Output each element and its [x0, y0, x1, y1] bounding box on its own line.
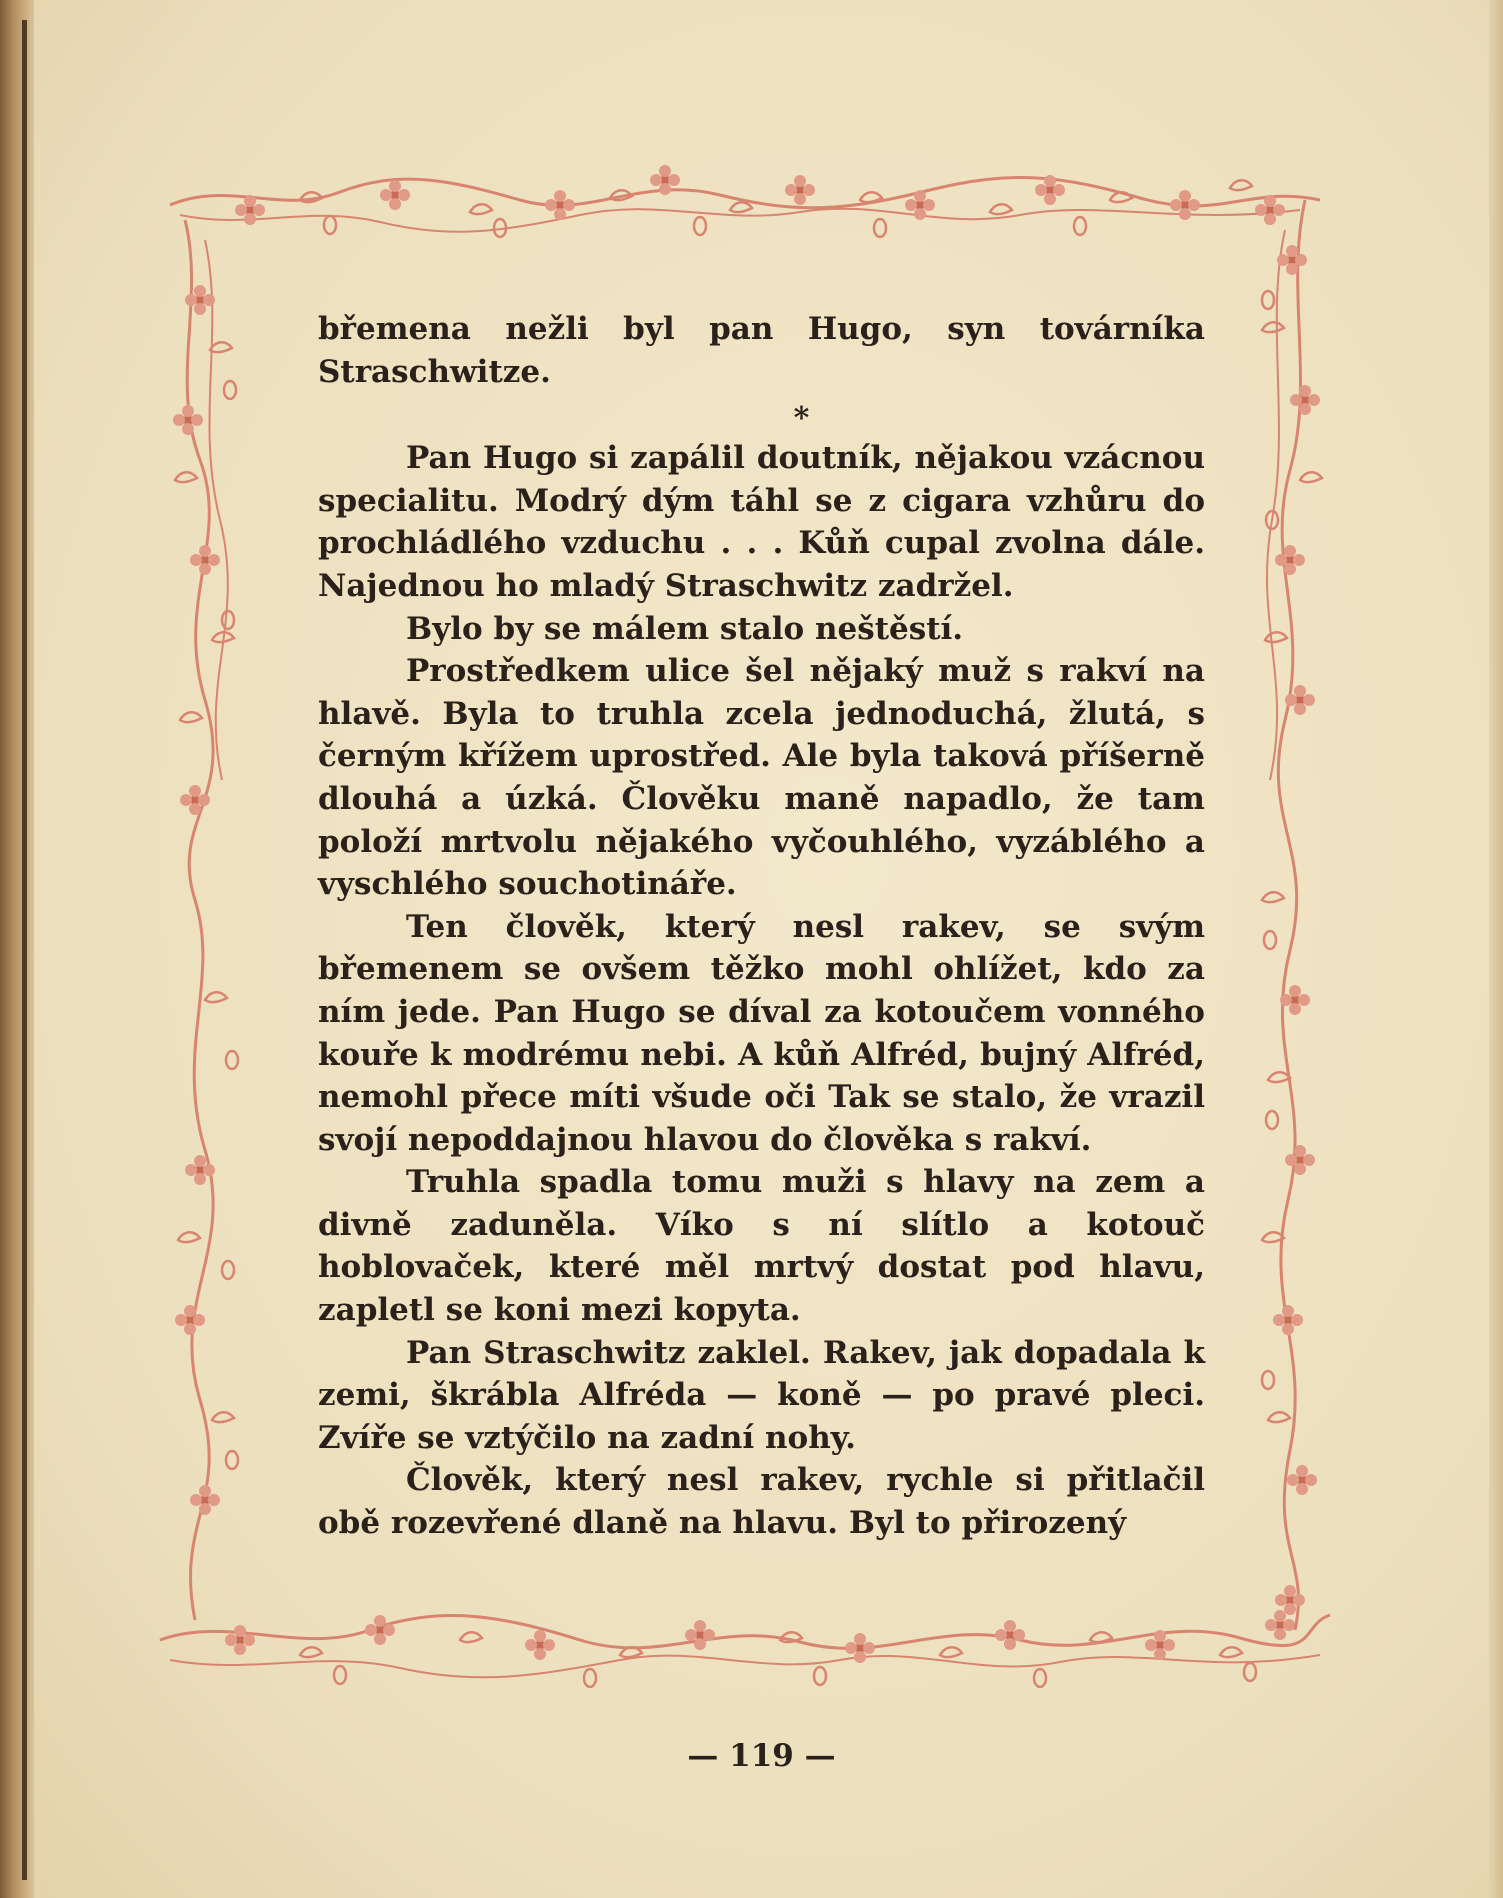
- top-flowers: [235, 165, 1285, 237]
- section-separator: *: [793, 401, 810, 437]
- paragraph: Prostředkem ulice šel nějaký muž s rakví na hlavě. Byla to truhla zcela jednoduchá, žlutá, s černým křížem uprostřed. Ale byla taková příšerně dlouhá a úzká. Člověku maně napadlo, že tam položí mrtvolu nějakého vyčouhlého, vyzáblého a vyschlého souchotináře.: [318, 653, 1205, 903]
- paragraph-continued: břemena nežli byl pan Hugo, syn továrníka Straschwitze.: [318, 311, 1205, 390]
- paragraph: Člověk, který nesl rakev, rychle si přitlačil obě rozevřené dlaně na hlavu. Byl to přirozený: [318, 1462, 1205, 1542]
- page-number: — 119 —: [687, 1738, 836, 1774]
- paragraph: Pan Hugo si zapálil doutník, nějakou vzácnou specialitu. Modrý dým táhl se z cigara vzhůru do prochládlého vzduchu . . . Kůň cupal zvolna dále. Najednou ho mladý Straschwitz zadržel.: [318, 440, 1205, 604]
- body-text: [318, 308, 1205, 1545]
- paragraph: Pan Straschwitz zaklel. Rakev, jak dopadala k zemi, škrábla Alfréda — koně — po pravé pleci. Zvíře se vztýčilo na zadní nohy.: [318, 1334, 1205, 1456]
- paragraph: Truhla spadla tomu muži s hlavy na zem a divně zaduněla. Víko s ní slítlo a kotouč hoblovaček, které měl mrtvý dostat pod hlavu, zapletl se koni mezi kopyta.: [318, 1164, 1205, 1329]
- top-vine: [170, 178, 1320, 232]
- left-flowers: [173, 285, 238, 1515]
- right-flowers: [1262, 245, 1322, 1615]
- paragraph: Bylo by se málem stalo neštěstí.: [406, 610, 964, 647]
- bottom-flowers: [225, 1610, 1295, 1687]
- paragraph: Ten člověk, který nesl rakev, se svým břemenem se ovšem těžko mohl ohlížet, kdo za ním jede. Pan Hugo se díval za kotoučem vonného kouře k modrému nebi. A kůň Alfréd, bujný Alfréd, nemohl přece míti všude oči Tak se stalo, že vrazil svojí nepoddajnou hlavou do člověka s rakví.: [318, 908, 1205, 1158]
